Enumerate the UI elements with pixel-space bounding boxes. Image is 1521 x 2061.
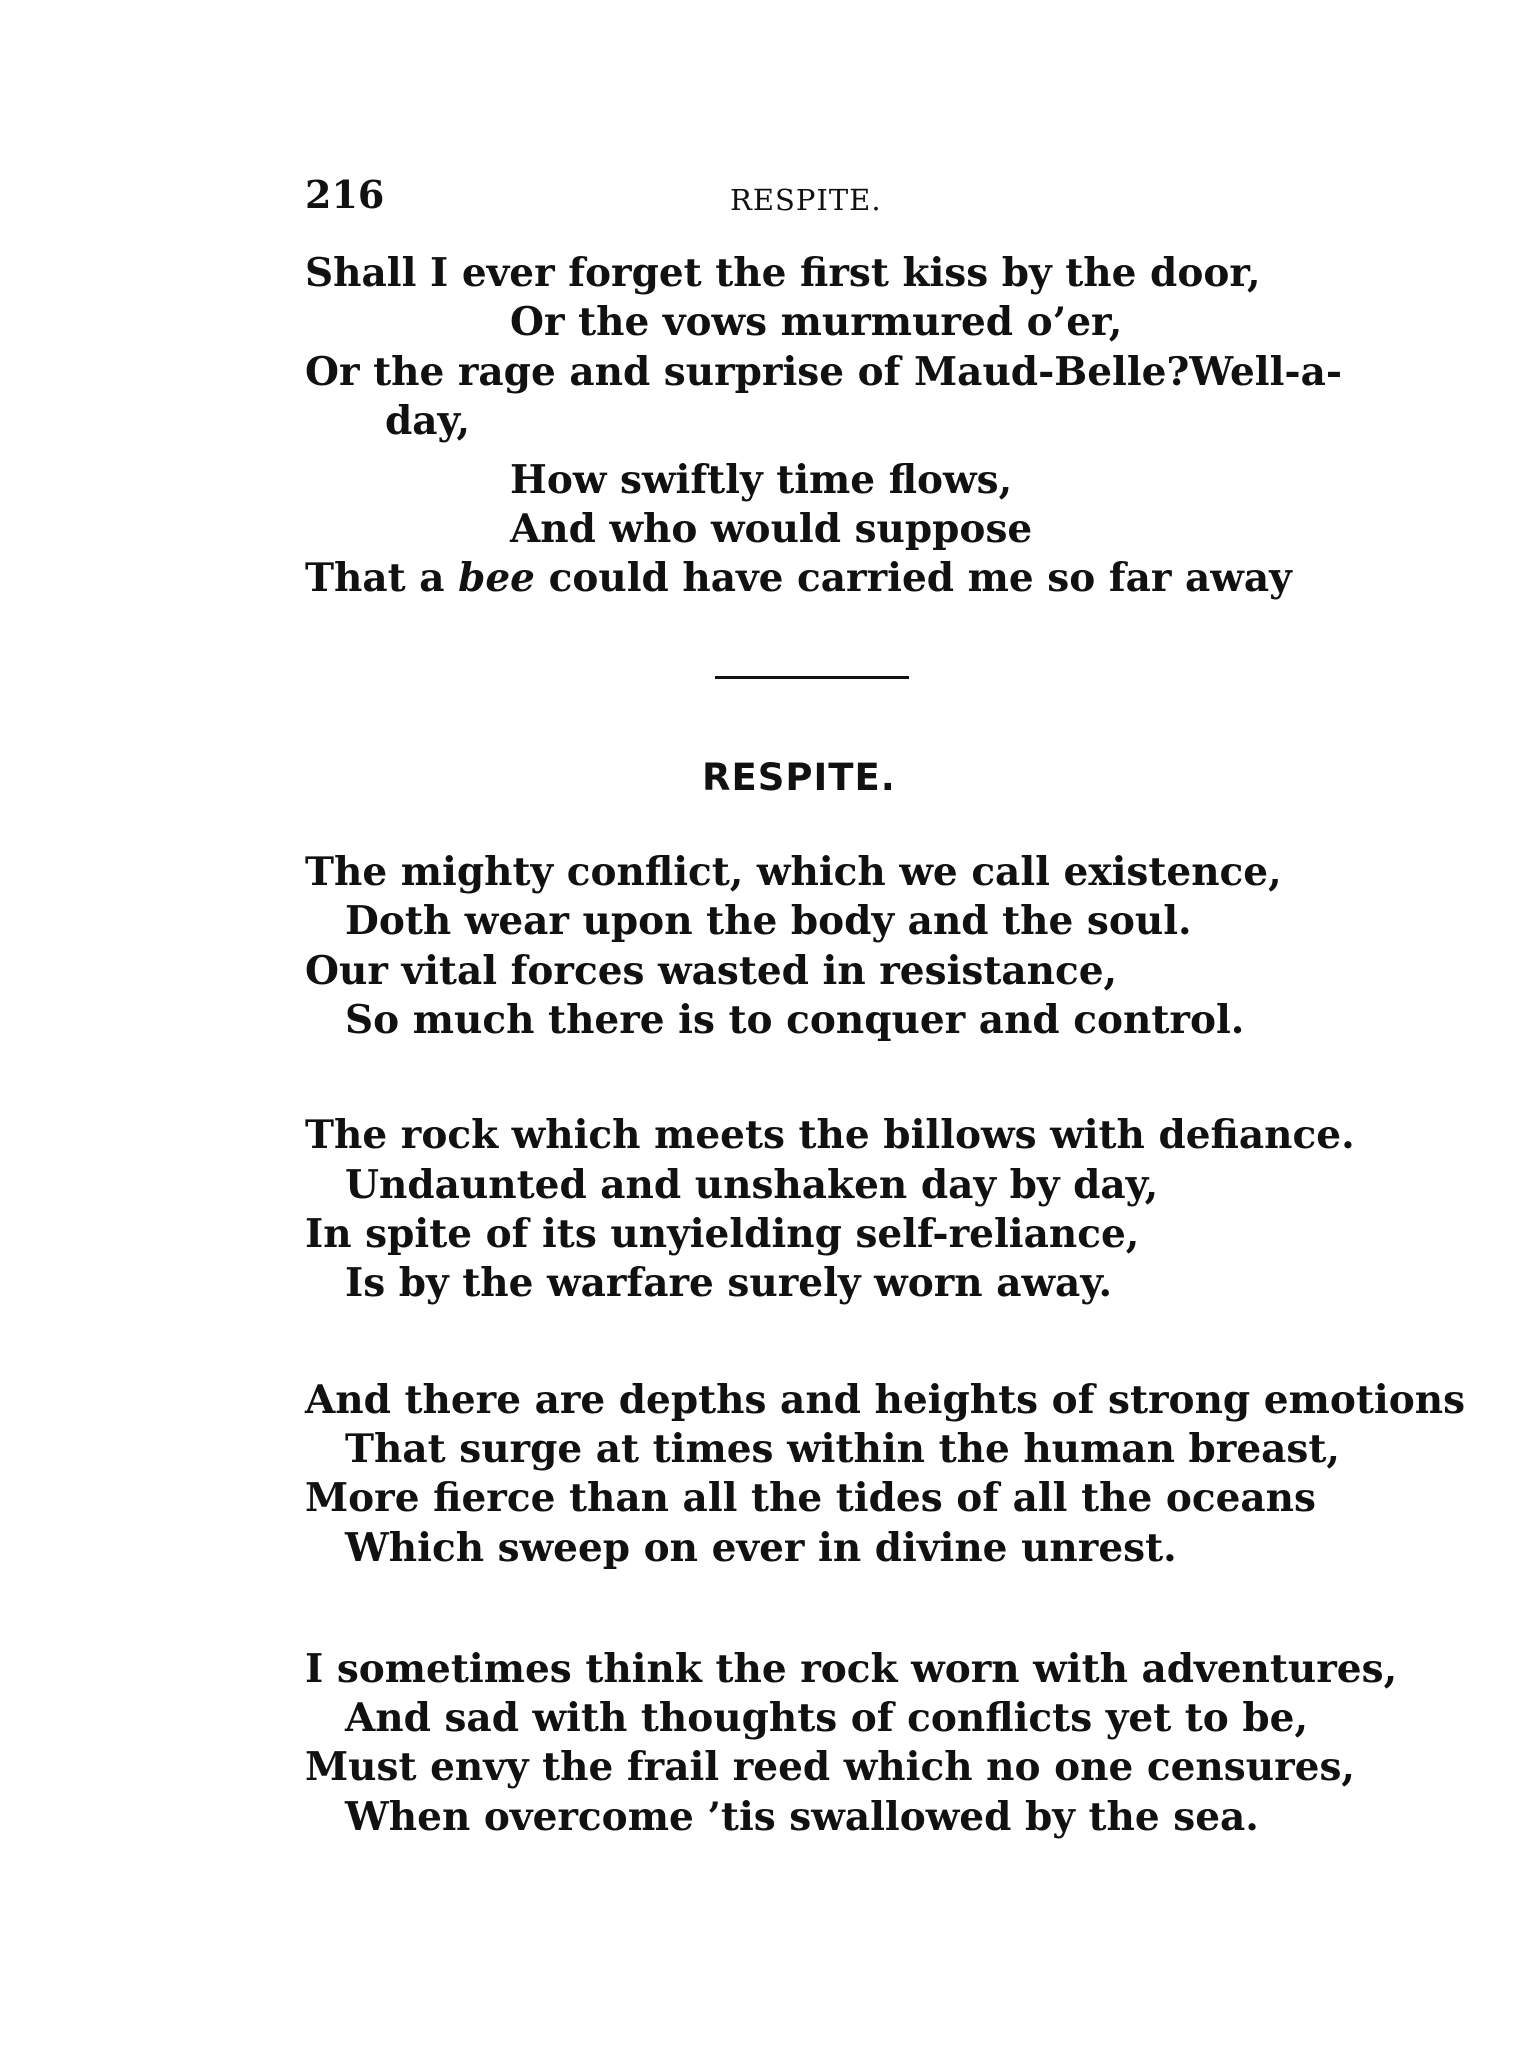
- previous-poem-line: Or the vows murmured o’er,: [510, 299, 1123, 345]
- poem-line: In spite of its unyielding self-reliance,: [305, 1211, 1140, 1257]
- previous-poem-line: Shall I ever forget the first kiss by the door,: [305, 250, 1261, 296]
- previous-poem-line-right: Well-a-: [1189, 349, 1343, 395]
- poem-line: Our vital forces wasted in resistance,: [305, 948, 1118, 994]
- poem-line: That surge at times within the human breast,: [345, 1426, 1340, 1472]
- poem-line: The mighty conflict, which we call existence,: [305, 849, 1282, 895]
- poem-line: Must envy the frail reed which no one censures,: [305, 1744, 1355, 1790]
- page-number: 216: [305, 172, 385, 217]
- previous-poem-line-text: could have carried me so far away: [535, 555, 1292, 601]
- poem-line: I sometimes think the rock worn with adventures,: [305, 1646, 1398, 1692]
- poem-line: And there are depths and heights of strong emotions: [305, 1377, 1466, 1423]
- poem-line: The rock which meets the billows with defiance.: [305, 1112, 1355, 1158]
- section-divider: [715, 676, 909, 679]
- poem-line: Is by the warfare surely worn away.: [345, 1260, 1113, 1306]
- poem-line: When overcome ’tis swallowed by the sea.: [345, 1794, 1259, 1840]
- running-head: RESPITE.: [730, 183, 882, 217]
- poem-line: More fierce than all the tides of all the oceans: [305, 1475, 1316, 1521]
- poem-line: And sad with thoughts of conflicts yet to be,: [345, 1695, 1309, 1741]
- previous-poem-line: And who would suppose: [510, 506, 1033, 552]
- previous-poem-line: How swiftly time flows,: [510, 457, 1013, 503]
- previous-poem-line: [305, 553, 1292, 603]
- poem-title: RESPITE.: [702, 756, 896, 799]
- previous-poem-line-text: That a: [305, 555, 459, 601]
- poem-line: Which sweep on ever in divine unrest.: [345, 1525, 1177, 1571]
- italic-word: bee: [458, 555, 535, 601]
- poem-line: So much there is to conquer and control.: [345, 997, 1245, 1043]
- previous-poem-line: [305, 347, 1343, 397]
- poem-line: Undaunted and unshaken day by day,: [345, 1162, 1159, 1208]
- previous-poem-line: day,: [385, 398, 471, 444]
- poem-line: Doth wear upon the body and the soul.: [345, 898, 1192, 944]
- previous-poem-line-left: Or the rage and surprise of Maud-Belle?: [305, 349, 1190, 395]
